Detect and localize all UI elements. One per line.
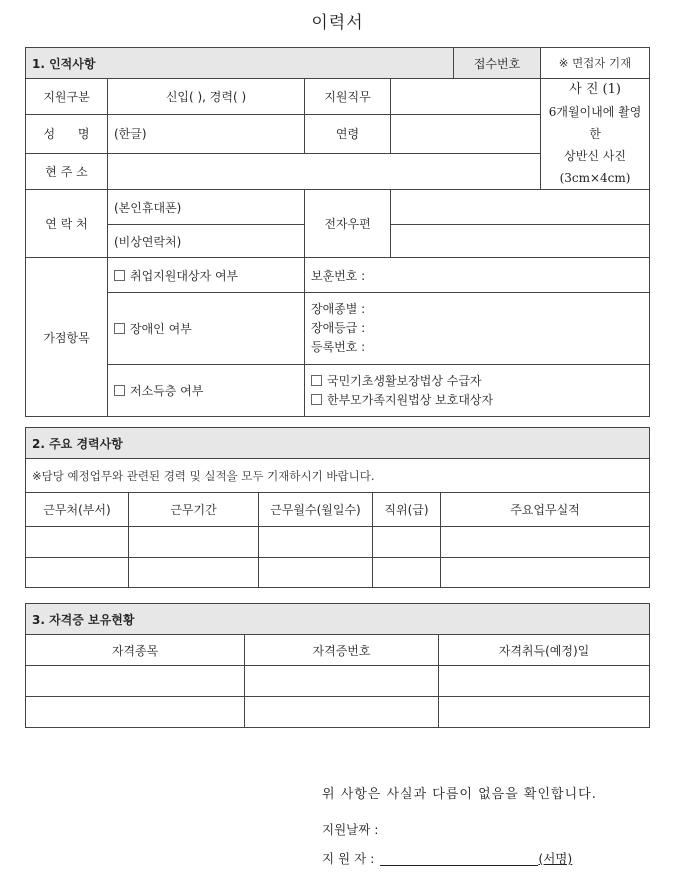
table-cell[interactable] xyxy=(26,666,245,697)
photo-title: 사 진 (1) xyxy=(569,82,621,97)
table-cell[interactable] xyxy=(439,697,650,728)
low-income-option[interactable] xyxy=(108,365,305,417)
table-cell[interactable] xyxy=(245,697,439,728)
name-label: 성 명 xyxy=(26,114,108,153)
cert-col-type: 자격종목 xyxy=(26,635,245,666)
cert-col-number: 자격증번호 xyxy=(245,635,439,666)
job-label: 지원직무 xyxy=(305,79,391,115)
age-label: 연령 xyxy=(305,114,391,153)
employment-support-text: 취업지원대상자 여부 xyxy=(130,268,239,283)
apply-type-label: 지원구분 xyxy=(26,79,108,115)
disability-type: 장애종별 : xyxy=(311,302,366,316)
table-row xyxy=(26,527,650,558)
disability-details[interactable] xyxy=(305,293,650,365)
disability-grade: 장애등급 : xyxy=(311,321,366,335)
career-note: ※담당 예정업무와 관련된 경력 및 실적을 모두 기재하시기 바랍니다. xyxy=(26,459,650,493)
single-parent-checkbox[interactable] xyxy=(311,394,322,405)
applicant-signature-line[interactable] xyxy=(322,849,572,867)
application-date-line[interactable] xyxy=(322,820,379,838)
photo-size: (3cm×4cm) xyxy=(559,171,631,185)
disability-option[interactable] xyxy=(108,293,305,365)
table-cell[interactable] xyxy=(129,558,259,588)
email-field-2[interactable] xyxy=(391,225,650,258)
employment-support-checkbox[interactable] xyxy=(114,270,125,281)
table-row xyxy=(26,666,650,697)
table-cell[interactable] xyxy=(26,558,129,588)
single-parent-option[interactable] xyxy=(311,391,643,410)
career-col-period: 근무기간 xyxy=(129,493,259,527)
mobile-field[interactable]: (본인휴대폰) xyxy=(108,190,305,225)
table-row xyxy=(26,558,650,588)
email-field[interactable] xyxy=(391,190,650,225)
receipt-number-note: ※ 면접자 기재 xyxy=(541,48,650,79)
registration-number: 등록번호 : xyxy=(311,340,366,354)
career-col-months: 근무월수(월일수) xyxy=(259,493,373,527)
table-cell[interactable] xyxy=(441,558,650,588)
table-cell[interactable] xyxy=(439,666,650,697)
cert-col-date: 자격취득(예정)일 xyxy=(439,635,650,666)
table-cell[interactable] xyxy=(441,527,650,558)
table-cell[interactable] xyxy=(373,558,441,588)
basic-livelihood-text: 국민기초생활보장법상 수급자 xyxy=(327,373,482,388)
application-date-label: 지원날짜 : xyxy=(322,822,379,837)
emergency-field[interactable]: (비상연락처) xyxy=(108,225,305,258)
photo-box[interactable] xyxy=(541,79,650,190)
name-field[interactable]: (한글) xyxy=(108,114,305,153)
section1-header: 1. 인적사항 xyxy=(26,48,454,79)
table-cell[interactable] xyxy=(26,527,129,558)
single-parent-text: 한부모가족지원법상 보호대상자 xyxy=(327,392,494,407)
basic-livelihood-checkbox[interactable] xyxy=(311,375,322,386)
table-cell[interactable] xyxy=(259,558,373,588)
bonus-label: 가점항목 xyxy=(26,258,108,417)
low-income-text: 저소득층 여부 xyxy=(130,384,204,398)
section2-header: 2. 주요 경력사항 xyxy=(26,428,650,459)
address-label: 현 주 소 xyxy=(26,154,108,190)
signature-underline[interactable] xyxy=(380,852,538,866)
low-income-details xyxy=(305,365,650,417)
photo-instruction: 6개월이내에 촬영한 xyxy=(548,105,642,141)
signature-label: (서명) xyxy=(538,851,573,866)
contact-label: 연 락 처 xyxy=(26,190,108,258)
table-row xyxy=(26,697,650,728)
table-cell[interactable] xyxy=(129,527,259,558)
career-col-position: 직위(급) xyxy=(373,493,441,527)
table-cell[interactable] xyxy=(26,697,245,728)
career-table xyxy=(25,427,650,588)
low-income-checkbox[interactable] xyxy=(114,385,125,396)
certificates-table xyxy=(25,603,650,728)
address-field[interactable] xyxy=(108,154,541,190)
disability-checkbox[interactable] xyxy=(114,323,125,334)
section3-header: 3. 자격증 보유현황 xyxy=(26,604,650,635)
apply-type-field[interactable]: 신입( ), 경력( ) xyxy=(108,79,305,115)
applicant-label: 지 원 자 : xyxy=(322,851,375,866)
photo-type: 상반신 사진 xyxy=(564,149,626,163)
personal-info-table xyxy=(25,47,650,417)
document-title: 이력서 xyxy=(311,13,364,33)
age-field[interactable] xyxy=(391,114,541,153)
basic-livelihood-option[interactable] xyxy=(311,372,643,391)
email-label: 전자우편 xyxy=(305,190,391,258)
job-field[interactable] xyxy=(391,79,541,115)
employment-support-option[interactable] xyxy=(108,258,305,293)
table-cell[interactable] xyxy=(245,666,439,697)
table-cell[interactable] xyxy=(373,527,441,558)
career-col-workplace: 근무처(부서) xyxy=(26,493,129,527)
disability-text: 장애인 여부 xyxy=(130,322,192,336)
confirmation-statement: 위 사항은 사실과 다름이 없음을 확인합니다. xyxy=(322,787,597,802)
veteran-number-field[interactable]: 보훈번호 : xyxy=(305,258,650,293)
table-cell[interactable] xyxy=(259,527,373,558)
career-col-achievements: 주요업무실적 xyxy=(441,493,650,527)
receipt-number-label: 접수번호 xyxy=(454,48,541,79)
